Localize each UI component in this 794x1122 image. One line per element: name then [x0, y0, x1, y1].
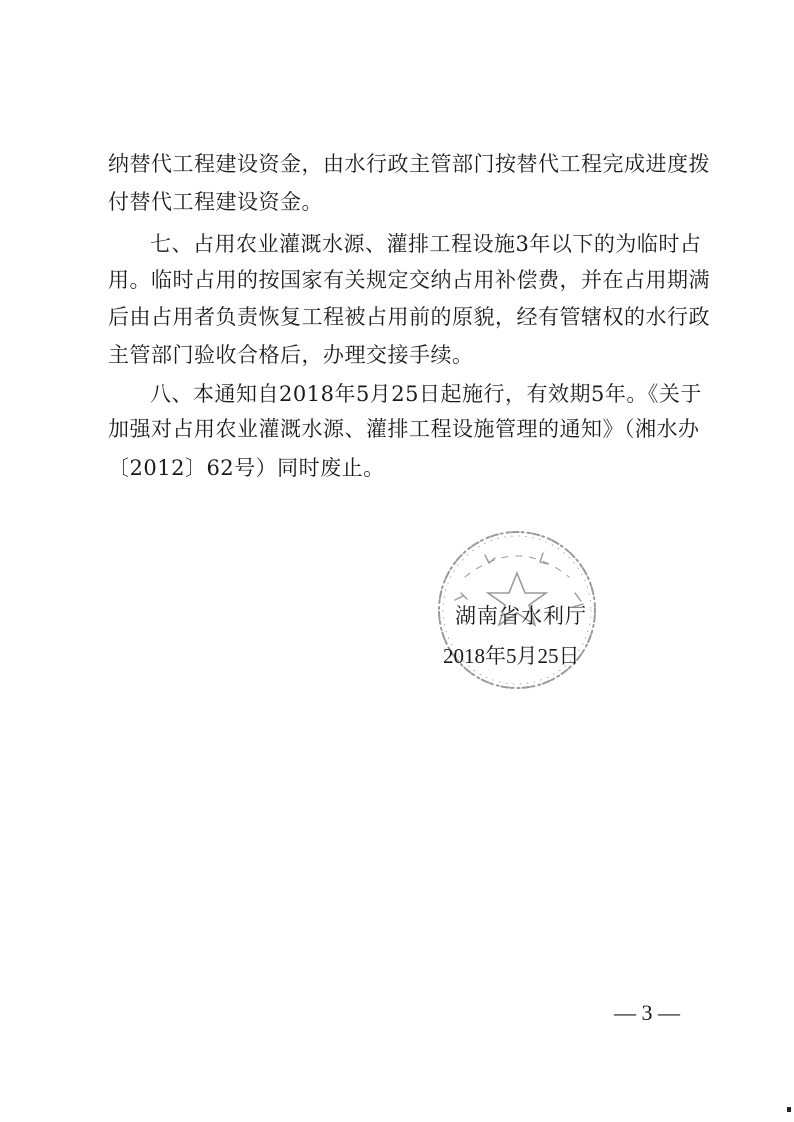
body-line-6: 主管部门验收合格后，办理交接手续。: [108, 343, 474, 367]
body-line-9: 〔2012〕62号）同时废止。: [108, 456, 385, 480]
scan-mark: [787, 1107, 791, 1112]
body-line-7: 八、本通知自2018年5月25日起施行，有效期5年。《关于: [150, 382, 702, 406]
body-line-5: 后由占用者负责恢复工程被占用前的原貌，经有管辖权的水行政: [108, 305, 710, 329]
body-line-2: 付替代工程建设资金。: [108, 190, 323, 214]
body-line-4: 用。临时占用的按国家有关规定交纳占用补偿费，并在占用期满: [108, 268, 710, 292]
issue-date: 2018年5月25日: [443, 644, 580, 668]
body-line-3: 七、占用农业灌溉水源、灌排工程设施3年以下的为临时占: [150, 232, 702, 256]
page-number: — 3 —: [614, 1000, 680, 1025]
body-line-8: 加强对占用农业灌溉水源、灌排工程设施管理的通知》（湘水办: [108, 417, 700, 441]
body-line-1: 纳替代工程建设资金，由水行政主管部门按替代工程完成进度拨: [108, 152, 710, 176]
issuer-name: 湖南省水利厅: [455, 604, 587, 628]
